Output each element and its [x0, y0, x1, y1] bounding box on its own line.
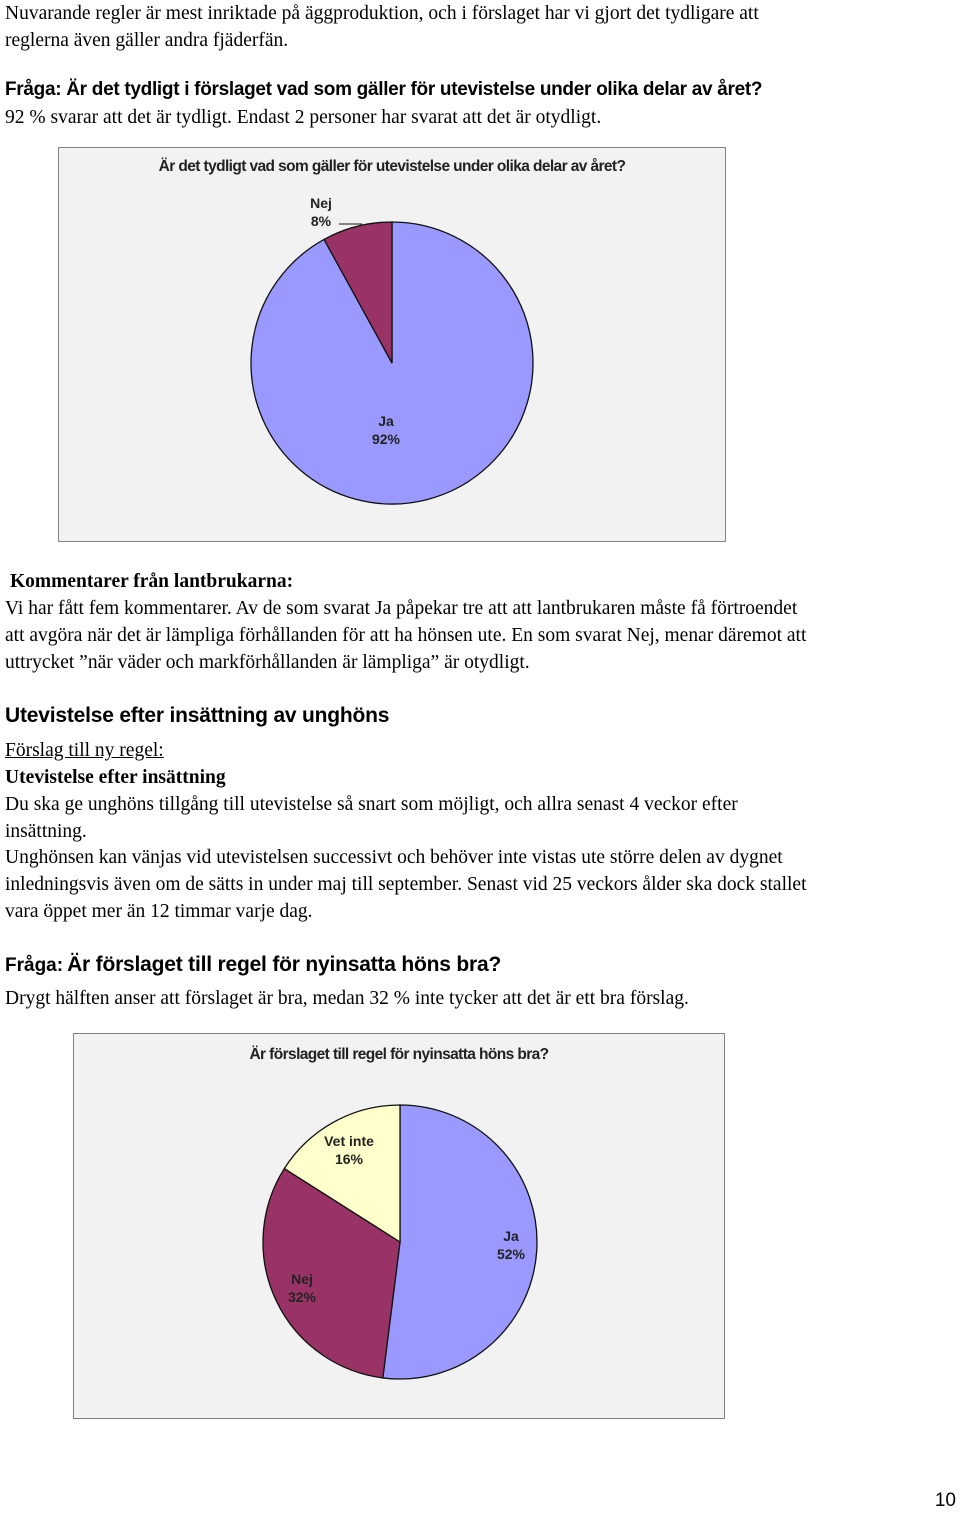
intro-paragraph — [5, 0, 952, 54]
comments-line-3: uttrycket ”när väder och markförhållanden är lämpliga” är otydligt. — [5, 652, 530, 673]
chart-2-label-vet-inte: Vet inte — [324, 1133, 374, 1149]
section-heading: Utevistelse efter insättning av unghöns — [5, 704, 390, 727]
question-2-text: Är förslaget till regel för nyinsatta höns bra? — [67, 953, 502, 976]
question-1-text: Är det tydligt i förslaget vad som gäller för utevistelse under olika delar av året? — [66, 79, 763, 100]
chart-1-label-ja: Ja — [378, 413, 394, 429]
question-1-answer: 92 % svarar att det är tydligt. Endast 2 personer har svarat att det är otydligt. — [5, 107, 602, 128]
comments-line-2: att avgöra när det är lämpliga förhållanden för att ha hönsen ute. En som svarat Nej, menar däremot att — [5, 625, 807, 646]
chart-1-value-ja: 92% — [371, 431, 401, 447]
question-1-label: Fråga: — [5, 79, 62, 100]
chart-2-value-vet-inte: 16% — [334, 1151, 364, 1167]
chart-1-title: Är det tydligt vad som gäller för utevistelse under olika delar av året? — [158, 158, 626, 175]
chart-1-plot — [59, 148, 725, 541]
rule-title: Utevistelse efter insättning — [5, 767, 226, 788]
rule-p2-line-1: Unghönsen kan vänjas vid utevistelsen successivt och behöver inte vistas ute större delen av dygnet — [5, 847, 783, 868]
question-2 — [5, 953, 952, 977]
chart-2 — [73, 1033, 725, 1419]
chart-2-label-nej: Nej — [291, 1271, 313, 1287]
intro-line-1: Nuvarande regler är mest inriktade på äggproduktion, och i förslaget har vi gjort det tydligare att — [5, 3, 759, 24]
proposal-label: Förslag till ny regel: — [5, 740, 164, 761]
comments-heading: Kommentarer från lantbrukarna: — [10, 571, 294, 592]
comments-line-1: Vi har fått fem kommentarer. Av de som svarat Ja påpekar tre att att lantbrukaren måste få förtroendet — [5, 598, 798, 619]
chart-1-label-nej: Nej — [310, 195, 332, 211]
rule-p1-line-1: Du ska ge unghöns tillgång till utevistelse så snart som möjligt, och allra senast 4 veckor efter — [5, 794, 738, 815]
question-2-label: Fråga: — [5, 955, 64, 976]
intro-line-2: reglerna även gäller andra fjäderfän. — [5, 30, 289, 51]
page-number: 10 — [934, 1490, 956, 1511]
comments-paragraph — [5, 595, 952, 676]
chart-1 — [58, 147, 726, 542]
chart-2-title: Är förslaget till regel för nyinsatta höns bra? — [249, 1046, 549, 1063]
rule-paragraph-1 — [5, 791, 952, 845]
rule-p2-line-2: inledningsvis även om de sätts in under maj till september. Senast vid 25 veckors ålder ska dock stallet — [5, 874, 807, 895]
rule-p1-line-2: insättning. — [5, 821, 87, 842]
question-2-answer: Drygt hälften anser att förslaget är bra, medan 32 % inte tycker att det är ett bra förslag. — [5, 988, 689, 1009]
rule-paragraph-2 — [5, 844, 952, 925]
chart-2-value-nej: 32% — [287, 1289, 317, 1305]
chart-1-value-nej: 8% — [310, 213, 332, 229]
chart-2-plot — [74, 1034, 724, 1418]
question-1 — [5, 79, 952, 101]
rule-p2-line-3: vara öppet mer än 12 timmar varje dag. — [5, 901, 313, 922]
chart-2-value-ja: 52% — [496, 1246, 526, 1262]
chart-2-label-ja: Ja — [503, 1228, 519, 1244]
